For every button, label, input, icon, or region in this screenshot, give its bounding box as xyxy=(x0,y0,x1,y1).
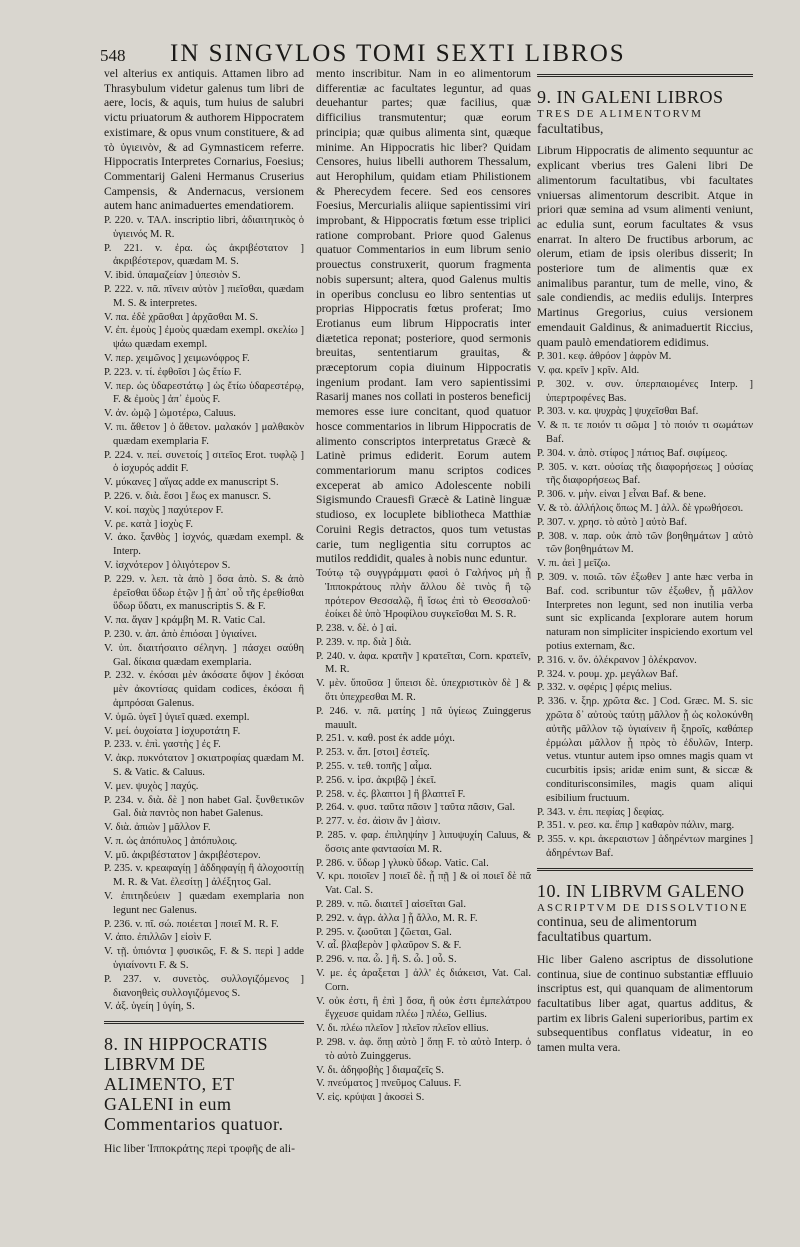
notes-list xyxy=(537,350,753,860)
note-entry: P. 224. v. πεί. συνετοίς ] σιτεῖος Erot. τυφλῷ ] ὁ ἰσχυρός addit F. xyxy=(104,449,304,475)
column-middle xyxy=(316,67,531,1227)
section-10-title: 10. IN LIBRVM GALENO xyxy=(537,880,745,901)
note-entry: P. 237. v. συνετὸς. συλλογιζόμενος ] διανοηθεὶς συλλογιζόμενος S. xyxy=(104,973,304,999)
note-entry: V. ἀπο. ἐπιλλῶν ] εἰσὶν F. xyxy=(104,932,212,944)
note-entry: V. πι. ἄθετον ] ὁ ἄθετον. μαλακόν ] μαλθακὸν quædam exemplaria F. xyxy=(104,421,304,447)
note-entry: P. 222. v. πᾶ. πῖνειν αὐτὸν ] πιεῖσθαι, quædam M. S. & interpretes. xyxy=(104,284,304,309)
note-entry: P. 230. v. ἀπ. ἀπὸ ἐπιόσαι ] ὑγιαίνει. xyxy=(104,628,257,640)
note-entry: P. 308. v. παρ. οὐκ ἀπὸ τῶν βοηθημάτων ] αὐτὸ τῶν βοηθημάτων M. xyxy=(537,530,753,556)
note-entry: V. πα. ἄγαν ] κράμβη M. R. Vatic Cal. xyxy=(104,615,266,627)
section-9-title: 9. IN GALENI LIBROS xyxy=(537,87,724,107)
note-entry: V. τῇ. ὑπιόντα ] φυσικῶς, F. & S. περὶ ] adde ὑγιαίνοντι F. & S. xyxy=(104,946,304,972)
note-entry: P. 285. v. φαρ. ἐπιληψίην ] λιπυψυχίη Caluus, & ὅσσις ante φαντασίαι M. R. xyxy=(316,830,531,855)
note-entry: V. πα. ἐδὲ χρᾶσθαι ] ἀρχᾶσθαι M. S. xyxy=(104,311,259,323)
note-entry: P. 234. v. διὰ. δὲ ] non habet Gal. ξυνθετικῶν Gal. διὰ παντὸς non habet Galenus. xyxy=(104,794,304,820)
note-entry: P. 343. v. ἐπι. πεφίας ] δεφίας. xyxy=(537,806,665,818)
note-entry: V. & π. τε ποιόν τι σῶμα ] τὸ ποιόν τι σωμάτων Baf. xyxy=(537,420,753,446)
note-entry: V. δι. πλέω πλεῖον ] πλεῖον πλεῖον ellius. xyxy=(316,1023,489,1035)
note-entry: V. ἐπ. ἐμοὺς ] ἐμοὺς quædam exempl. σκελίω ] ψάω quædam exempl. xyxy=(104,325,304,351)
section-8-title: 8. IN HIPPOCRATIS LIBRVM DE ALIMENTO, ET GALENI in eum Commentarios quatuor. xyxy=(104,1034,284,1135)
note-entry: P. 302. v. συν. ὑπερπαιομένες Interp. ] ὑπερτροφένες Bas. xyxy=(537,378,753,404)
note-entry: V. ἀκο. ξανθὸς ] ἰσχνός, quædam exempl. & Interp. xyxy=(104,532,304,558)
note-entry: P. 220. v. ΤΑΛ. inscriptio libri, ἀδιαιτητικὸς ὁ ὑγιεινός M. R. xyxy=(104,215,304,240)
note-entry: V. ὑμῶ. ὑγεῖ ] ὑγιεῖ quæd. exempl. xyxy=(104,711,250,723)
note-entry: V. ἰσχνότερον ] ὀλιγότερον S. xyxy=(104,559,231,571)
section-divider xyxy=(104,1021,304,1024)
note-entry: V. & τὸ. ἀλλήλοις ὅπως M. ] ἀλλ. δὲ γρωθήσεσι. xyxy=(537,503,744,515)
note-entry: V. με. ἐς ἀραξεται ] ἀλλ' ἐς διάκεισι, Vat. Cal. Corn. xyxy=(316,968,531,993)
note-entry: V. εἰς. κρύψαι ] ἀκοσεὶ S. xyxy=(316,1092,425,1104)
section-8-text: Hic liber Ἱπποκράτης περὶ τροφῆς de ali- xyxy=(104,1142,295,1156)
section-10-subtitle-2: continua, seu de alimentorum facultatibus quartum. xyxy=(537,914,697,945)
note-entry: V. μύκανες ] αἴγας adde ex manuscript S. xyxy=(104,477,279,489)
note-entry: P. 251. v. καθ. post ἐκ adde μόχι. xyxy=(316,733,455,745)
note-entry: P. 305. v. κατ. οὐσίας τῆς διαφορήσεως ] οὐσίας τῆς διαφορήσεως Baf. xyxy=(537,461,753,487)
note-entry: P. 324. v. ρουμ. χρ. μεγάλων Baf. xyxy=(537,668,679,680)
note-entry: P. 316. v. ὅν. ὀλέκρανον ] ὀλέκρανον. xyxy=(537,654,697,666)
note-entry: V. πνεύματος ] πνεῦμος Caluus. F. xyxy=(316,1078,462,1090)
note-entry: P. 258. v. ἐς. βλαπτοι ] ἢ βλαπτεῖ F. xyxy=(316,788,466,800)
note-entry: P. 355. v. κρι. ἀκεραιστων ] ἀδηρέντων margines ] ἀδηρέντων Baf. xyxy=(537,834,753,859)
note-entry: P. 223. v. τί. ἐφθοῖσι ] ὡς ἔτίω F. xyxy=(104,366,242,378)
note-entry: V. μεν. ψυχὸς ] παχύς. xyxy=(104,780,199,792)
note-entry: P. 238. v. δὲ. ὁ ] αἱ. xyxy=(316,623,398,635)
note-entry: V. π. ὡς ἀπόπυλος ] ἀπόπυλοις. xyxy=(104,835,238,847)
section-divider xyxy=(537,868,753,871)
note-entry: P. 351. v. ρεσ. κα. ἔπιρ ] καθαρὸν πάλιν, marg. xyxy=(537,820,735,832)
note-entry: P. 307. v. χρησ. τὸ αὐτὸ ] αὐτὸ Baf. xyxy=(537,516,687,528)
section-9-subtitle-2: facultatibus, xyxy=(537,120,604,136)
note-entry: V. οὐκ ἐστι, ἢ ἐπὶ ] ὅσα, ἢ οὐκ ἐστι ἐμπελάτρου ἔγχευσε quidam πλέω ] πλέω, Gellius. xyxy=(316,995,531,1021)
note-entry: V. μὲν. ὕποῦσα ] ὕπεισι δὲ. ὑπεχριστικὸν δὲ ] & ὅτι ὑπεχρεσθαι M. R. xyxy=(316,678,531,704)
note-entry: P. 255. v. τεθ. τοπῆς ] αἷμα. xyxy=(316,761,432,773)
note-entry: P. 221. v. ἐρα. ὡς ἀκριβέστατον ] ἀκριβέστερον, quædam M. S. xyxy=(104,242,304,268)
column-left xyxy=(104,67,304,1227)
note-entry: P. 336. v. ξηρ. χρῶτα &c. ] Cod. Græc. M. S. sic χρῶτα δ᾽ αὐτοὺς ταύτῃ μᾶλλον ᾗ ὡς κολοκύνθη αὐτῆς μᾶλλον τῷ ὑγιαίνειν ἢ ξηροῖς, καθάπερ ἐρμώλαι μᾶλλον ᾗ πρὸς τὸ ἐδυλῶν, Interp. vetus. vtuntur autem ipso omnes magis quam vt cucurbitis ipsis; aridæ enim sunt, & siccæ & conditurisconsimiles, magis quam aliqui esibilium fructuum. xyxy=(537,696,753,804)
note-entry: V. περ. χειμῶνος ] χειμωνόφρος F. xyxy=(104,353,250,364)
note-entry: V. ἐπιτηδεύειν ] quædam exemplaria non legunt nec Galenus. xyxy=(104,891,304,916)
section-9-text: Librum Hippocratis de alimento sequuntur ac explicant vberius tres Galeni libri De alimentorum facultatibus, vbi facultates vniuersas alimentorum describit. Atque in priori quæ semina ad vsum alimenti veniunt, ac edulia sunt, eorum facultates & vsus enarrat. In altero De fructibus arborum, ac olerum, etiam de ipsis oleribus disserit; In posteriore tum de alimentis quæ ex animalibus parantur, tum de melle, vino, & sale condiendis, ac mediis edulijs. Interpres Martinus Gregorius, cuius versionem emendauit Galdinus, & animaduertit Riccius, quam paulò emendatiorem edidimus. xyxy=(537,144,753,349)
note-entry: V. ἀξ. ὑγείη ] ὑγίη, S. xyxy=(104,1001,195,1013)
note-entry: P. 295. v. ζωοῦται ] ζῶεται, Gal. xyxy=(316,926,452,938)
section-10-subtitle: ASCRIPTVM DE DISSOLVTIONE xyxy=(537,901,749,914)
note-entry: P. 309. v. ποιῶ. τῶν ἐξωθεν ] ante hæc verba in Baf. cod. scribuntur τῶν ἐξωθεν, ᾗ μᾶλλον Interpretes non legunt, sed non inutilia verba sunt sic explicanda [explorare autem horum naturam non simpliciter inspiciendo exortum vel potius externam, &c. xyxy=(537,572,753,652)
note-entry: V. ibid. ὑπαμαζείαν ] ὑπεσιὸν S. xyxy=(104,270,241,282)
note-entry: V. πι. ἀεὶ ] μεῖζω. xyxy=(537,558,611,570)
section-10-text: Hic liber Galeno ascriptus de dissolutione continua, siue de continuo substantiæ effluuio inscriptus est, qui quanquam de alimentorum facultatibus liber agat, quartus additus, & partim ex libris Galeni superioribus, partim ex subsequentibus conflatus videatur, in eo tamen multa vera. xyxy=(537,952,753,1055)
note-entry: V. μεί. ὀυχοίατα ] ἰσχυροτάτη F. xyxy=(104,725,241,737)
note-entry: V. δι. ἀδηφοβὴς ] διαμαζεῖς S. xyxy=(316,1064,444,1076)
page-number: 548 xyxy=(100,46,126,65)
note-entry: V. αἷ. βλαβερὸν ] φλαῦρον S. & F. xyxy=(316,940,462,952)
note-entry: V. φα. κρεῖν ] κρῖν. Ald. xyxy=(537,365,640,377)
note-entry: V. ὑπ. διαιτήσαιτο σέληνη. ] πάσχει σαύθη Gal. δίκαια quædam exemplaria. xyxy=(104,642,304,668)
note-entry: P. 239. v. πρ. διὰ ] διὰ. xyxy=(316,636,412,648)
intro-paragraph: vel alterius ex antiquis. Attamen libro ad Thrasybulum videtur galenus tum libri de aere, locis, & aquis, tum huius de salubri victu priuatorum & authorem Hippocratem existimare, & opus vnum constituere, & ad τὸ ὑγιεινὸν, & ad Gymnasticem referre. Hippocratis Interpretes Cornarius, Foesius; Commentarij Galeni Hermanus Cruserius Campensis, & Andernacus, versionem autem hanc animaduertes emendatiorem. xyxy=(104,67,304,213)
note-entry: P. 303. v. κα. ψυχρὰς ] ψυχεῖσθαι Baf. xyxy=(537,406,699,418)
note-entry: V. ἀν. ὠμῷ ] ὠμοτέρω, Caluus. xyxy=(104,408,236,420)
notes-list xyxy=(316,567,531,1105)
note-entry: P. 332. v. σφέρις ] φέρις melius. xyxy=(537,682,672,694)
note-entry: Τούτῳ τῷ συγγράμματι φασὶ ὁ Γαλήνος μὴ ᾗ Ἱπποκράτους πλὴν ἄλλου δὲ τινὸς ἢ τῷ πρότερον Θεσσαλῷ, ἢ ἴσως ἐπὶ τὸ Θεσσαλοῦ· ἐοίκει δὲ ὑπὸ Ἡροφίλου συγκεῖσθαι M. S. R. xyxy=(316,567,531,621)
running-title: IN SINGVLOS TOMI SEXTI LIBROS xyxy=(170,40,626,67)
note-entry: P. 292. v. ἀγρ. ἀλλα ] ᾗ ἄλλο, M. R. F. xyxy=(316,912,478,924)
note-entry: P. 256. v. ἰρσ. ἀκριβῷ ] ἐκεῖ. xyxy=(316,774,437,786)
section-8-continued: mento inscribitur. Nam in eo alimentorum differentiæ ac facultates leguntur, ad quas deuehantur partes; quæ facilius, quæ difficilius transmutentur; quæ eorum principia; quæ quibus alimenta sint, quæque minime. An Hippocratis hic liber? Quidam Censores, huius libelli authorem Thessalum, aut Herophilum, quidam etiam Philistionem & Pherecydem fecere. Sed eos censores Foesius, Mercurialis aliique sapientissimi viri improbant, & Hippocratis fœtum esse triplici ratione comprobant. Priore quod Galenus quatuor Commentarios in eum librum senio prouectus construxerit, quorum fragmenta nobis supersunt; altera, quod Galenus multis in operibus conclusu eo libro sententias ut proprias Hippocratis fœtus proferat; Imo Erotianus eum librum Hippocratis inter diætetica reponat; posteriore, quod sermonis breuitas, sententiarum grauitas, & præceptorum copia diuinum Hippocratis ingenium prodant. Iam vero sapientissimi Rasarij manes nos collati in posteros beneficij memores esse iure concitant, quod quatuor hosce commentarios in librum Hippocratis de alimento conscriptos interpretatus Græcè & Latinè primus ediderit. Eorum autem commentariorum manu scriptos codices exceperat ab amico Adolescente nobili Sigismundo Crauesfi Græcè & Latinè linguæ studioso, ex locuplete bibliotheca Matthiæ Coruini Regis detractos, quos tum vetustas carie, tum negligentia situ corruptos ac mutilos reddidit, quales à nobis nunc eduntur. xyxy=(316,67,531,566)
note-entry: V. ἀκρ. πυκνότατον ] σκιατροφίας quædam M. S. & Vatic. & Caluus. xyxy=(104,753,304,778)
note-entry: P. 277. v. ἐσ. ἀὶσιν ἂν ] ἀὶσιν. xyxy=(316,816,441,828)
note-entry: P. 306. v. μὴν. εἰναι ] εἶναι Baf. & bene. xyxy=(537,489,706,501)
note-entry: V. κρι. ποιοῖεν ] ποιεῖ δὲ. ᾗ πῇ ] & οἱ ποιεῖ δὲ πᾶ Vat. Cal. S. xyxy=(316,871,531,897)
note-entry: P. 298. v. ἀφ. ὅπῃ αὐτὸ ] ὅπῃ F. τὸ αὐτὸ Interp. ὁ τὸ αὐτὸ Zuinggerus. xyxy=(316,1037,531,1062)
note-entry: P. 233. v. ἐπὶ. γαστὴς ] ἐς F. xyxy=(104,739,221,751)
note-entry: V. περ. ὡς ὑδαρεστάτῳ ] ὡς ἔτίω ὑδαρεστέρῳ, F. & ἐμοὺς ] ἀπ᾽ ἐμοὺς F. xyxy=(104,380,304,406)
note-entry: P. 253. v. ἄπ. [στοι] ἐστεῖς. xyxy=(316,747,430,759)
note-entry: V. διὰ. ἀπιὼν ] μᾶλλον F. xyxy=(104,822,211,834)
note-entry: V. ρε. κατὰ ] ἰσχὺς F. xyxy=(104,518,194,530)
note-entry: P. 236. v. πῖ. σώ. ποιέεται ] ποιεῖ M. R. F. xyxy=(104,918,279,930)
note-entry: V. κοί. παχὺς ] παχύτερον F. xyxy=(104,504,224,516)
note-entry: P. 246. v. πᾶ. ματίης ] πᾶ ὑγίεως Zuinggerus mauult. xyxy=(316,705,531,731)
column-right xyxy=(537,67,753,1227)
note-entry: V. μῦ. ἀκριβέστατον ] ἀκριβέστερον. xyxy=(104,849,261,861)
note-entry: P. 232. v. ἐκόσαι μὲν ἀκόσατε ὄψον ] ἐκόσαι μὲν ἀκοντίσας quidam codices, ἐκόσαι ἢ ἀμπρόσαι Galenus. xyxy=(104,670,304,709)
note-entry: P. 235. v. κρεαφαγίῃ ] ἀδδηφαγίῃ ἢ ἀλοχοσιτίῃ M. R. & Vat. ἐλεσίτῃ ] ἀλέξητος Gal. xyxy=(104,863,304,889)
note-entry: P. 301. κεφ. ἀθρόον ] ἀφρὸν M. xyxy=(537,351,672,363)
note-entry: P. 296. v. πα. ὦ. ] ἢ. S. ὦ. ] οὖ. S. xyxy=(316,954,457,966)
note-entry: P. 286. v. ὕδωρ ] γλυκὺ ὕδωρ. Vatic. Cal. xyxy=(316,857,489,869)
note-entry: P. 226. v. διὰ. ἔσοι ] ἔως ex manuscr. S. xyxy=(104,490,271,502)
note-entry: P. 229. v. λεπ. τὰ ἀπὸ ] ὅσα ἀπὸ. S. & ἀπὸ ἐρεῖσθαι ὕδωρ ἑτῷν ] ᾗ ἀπ᾽ οὗ τῆς ἐρεθίσθαι ὕδωρ ὕδατι, ex manuscriptis S. & F. xyxy=(104,573,304,613)
section-divider xyxy=(537,74,753,77)
note-entry: P. 304. v. ἀπὸ. στίφος ] πάτιος Baf. σιφίμεος. xyxy=(537,447,728,459)
note-entry: P. 264. v. φυσ. ταῦτα πᾶσιν ] ταῦτα πᾶσιν, Gal. xyxy=(316,802,516,814)
section-9-subtitle: TRES DE ALIMENTORVM xyxy=(537,108,703,120)
note-entry: P. 240. v. ἀφα. κρατῆν ] κρατεῖται, Corn. κρατεῖν, M. R. xyxy=(316,650,531,676)
notes-list xyxy=(104,214,304,1014)
note-entry: P. 289. v. πῶ. διαιτεῖ ] αἰσεῖται Gal. xyxy=(316,899,467,911)
